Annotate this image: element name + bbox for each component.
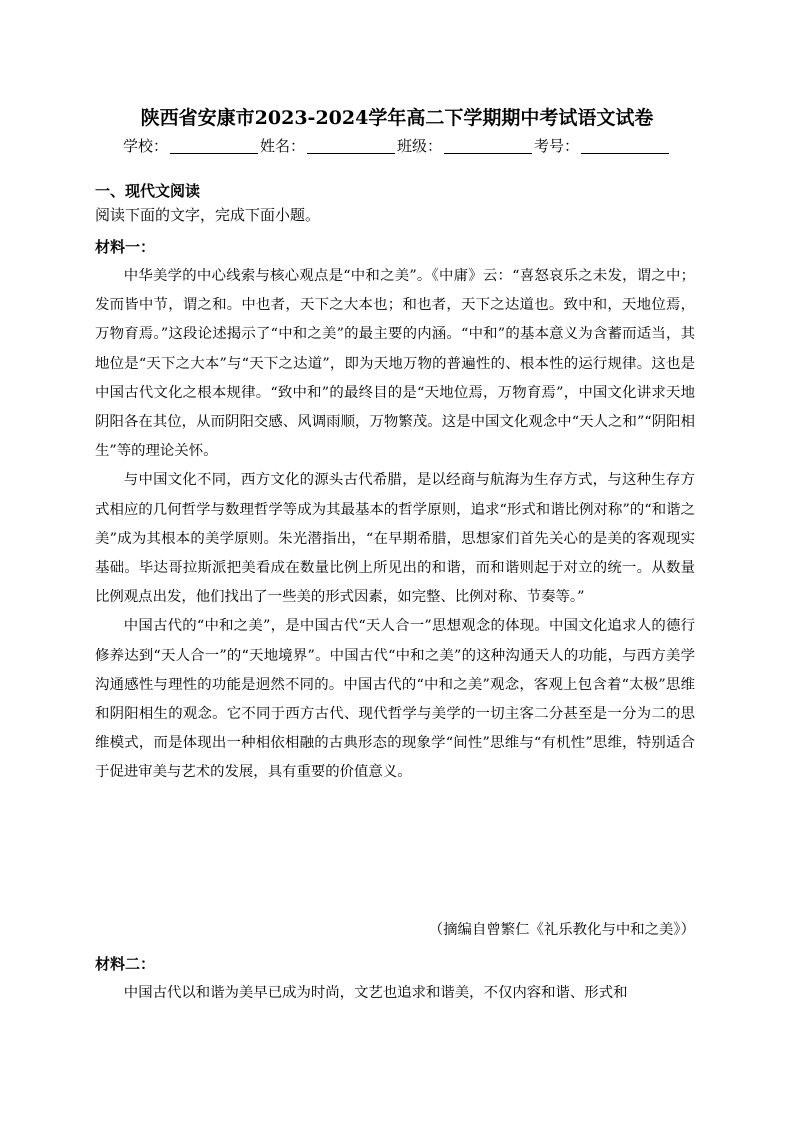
name-blank[interactable] bbox=[307, 139, 395, 154]
material-two-body bbox=[95, 979, 695, 1008]
exam-number-label: 考号： bbox=[534, 137, 580, 155]
school-label: 学校： bbox=[122, 137, 168, 155]
page-title: 陕西省安康市2023-2024学年高二下学期期中考试语文试卷 bbox=[140, 107, 654, 129]
material-one-citation: （摘编自曾繁仁《礼乐教化与中和之美》） bbox=[428, 922, 695, 938]
material-one-body bbox=[95, 262, 695, 788]
section-heading: 一、现代文阅读 bbox=[95, 182, 201, 200]
material-one-paragraph: 与中国文化不同，西方文化的源头古代希腊，是以经商与航海为生存方式，与这种生存方式相应的几何哲学与数理哲学等成为其最基本的哲学原则，追求“形式和谐比例对称”的“和谐之美”成为其根本的美学原则。朱光潜指出，“在早期希腊，思想家们首先关心的是美的客观现实基础。毕达哥拉斯派把美看成在数量比例上所见出的和谐，而和谐则起于对立的统一。从数量比例观点出发，他们找出了一些美的形式因素，如完整、比例对称、节奏等。” bbox=[95, 472, 695, 606]
class-blank[interactable] bbox=[444, 139, 532, 154]
material-two-paragraph: 中国古代以和谐为美早已成为时尚，文艺也追求和谐美，不仅内容和谐、形式和 bbox=[123, 985, 628, 1001]
material-two-label: 材料二： bbox=[95, 955, 156, 973]
class-label: 班级： bbox=[397, 137, 443, 155]
material-one-paragraph: 中华美学的中心线索与核心观点是“中和之美”。《中庸》云：“喜怒哀乐之未发，谓之中；发而皆中节，谓之和。中也者，天下之大本也；和也者，天下之达道也。致中和，天地位焉，万物育焉。”这段论述揭示了“中和之美”的最主要的内涵。“中和”的基本意义为含蓄而适当，其地位是“天下之大本”与“天下之达道”，即为天地万物的普遍性的、根本性的运行规律。这也是中国古代文化之根本规律。“致中和”的最终目的是“天地位焉，万物育焉”，中国文化讲求天地阴阳各在其位，从而阴阳交感、风调雨顺，万物繁茂。这是中国文化观念中“天人之和”“阴阳相生”等的理论关怀。 bbox=[95, 268, 695, 460]
material-one-label: 材料一： bbox=[95, 238, 156, 256]
school-blank[interactable] bbox=[170, 139, 258, 154]
name-label: 姓名： bbox=[259, 137, 305, 155]
exam-number-blank[interactable] bbox=[581, 139, 669, 154]
student-info-line bbox=[0, 135, 794, 156]
section-instruction: 阅读下面的文字，完成下面小题。 bbox=[95, 206, 321, 224]
material-one-paragraph: 中国古代的“中和之美”，是中国古代“天人合一”思想观念的体现。中国文化追求人的德行修养达到“天人合一”的“天地境界”。中国古代“中和之美”的这种沟通天人的功能，与西方美学沟通感性与理性的功能是迥然不同的。中国古代的“中和之美”观念，客观上包含着“太极”思维和阴阳相生的观念。它不同于西方古代、现代哲学与美学的一切主客二分甚至是一分为二的思维模式，而是体现出一种相依相融的古典形态的现象学“间性”思维与“有机性”思维，特别适合于促进审美与艺术的发展，具有重要的价值意义。 bbox=[95, 618, 695, 781]
